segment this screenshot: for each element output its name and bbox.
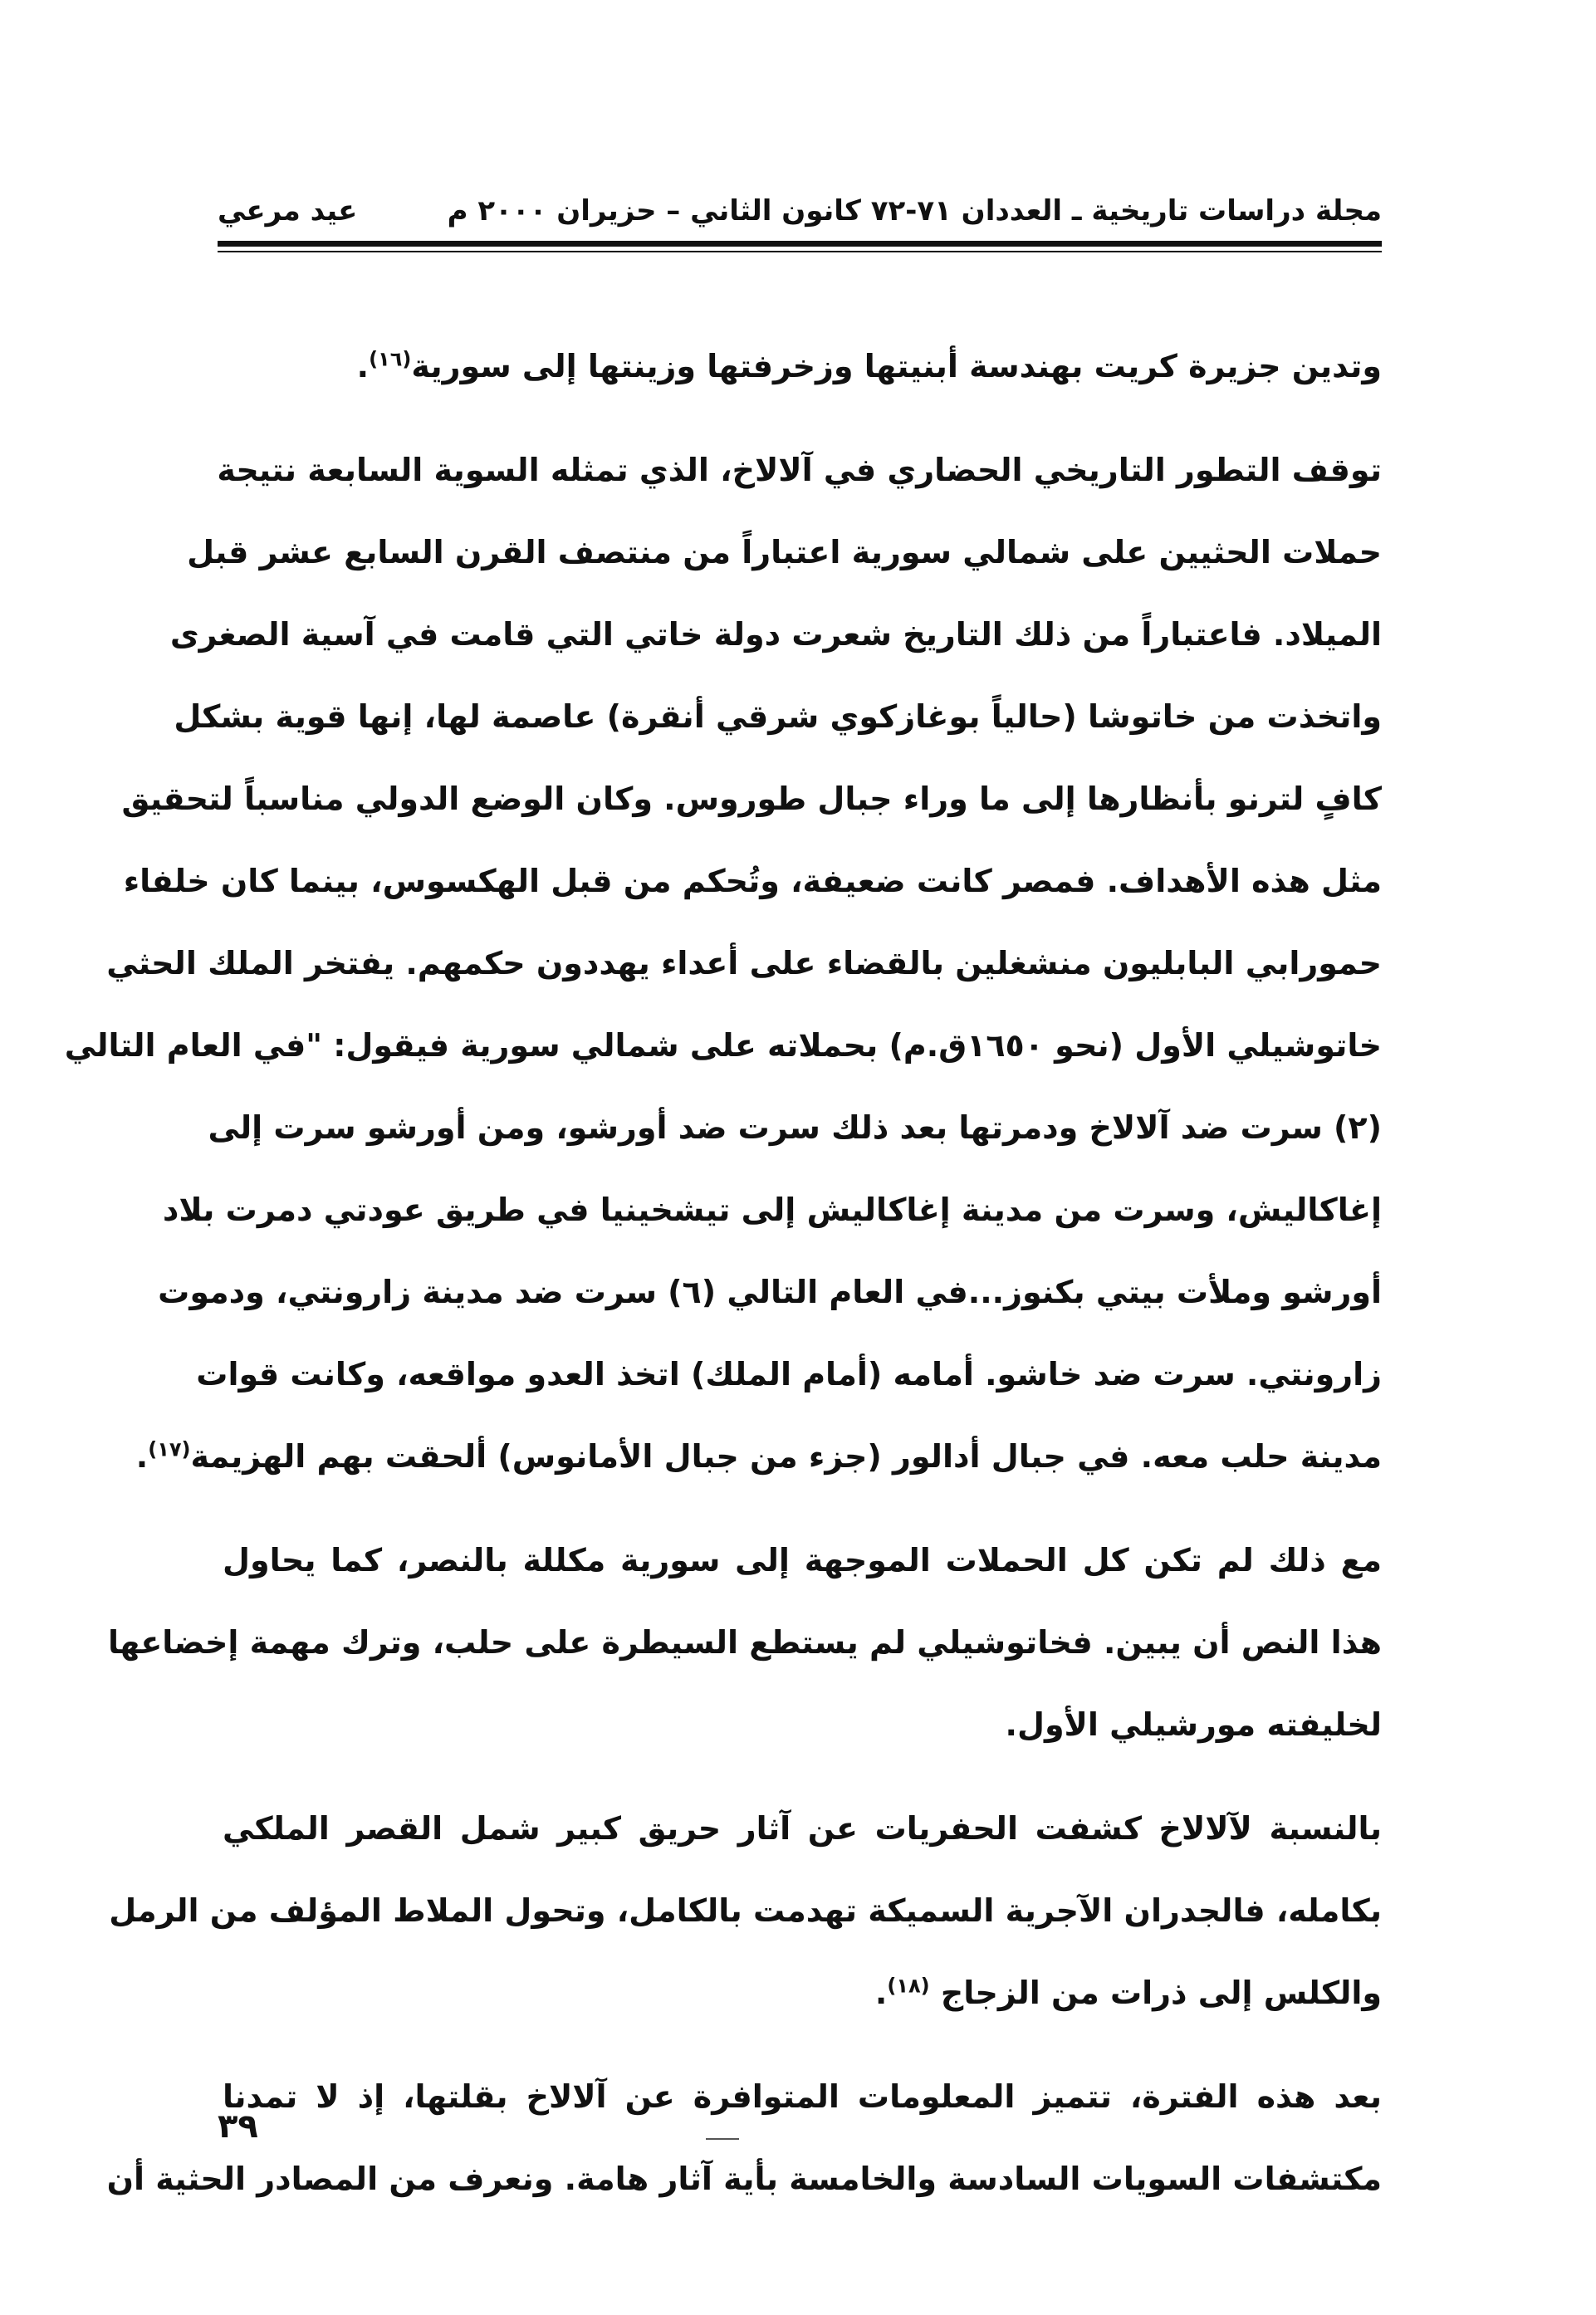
- footnote-ref: (١٧): [148, 1437, 191, 1461]
- text-line: الميلاد. فاعتباراً من ذلك التاريخ شعرت دولة خاتي التي قامت في آسية الصغرى: [169, 616, 1382, 653]
- footnote-ref: (١٦): [369, 347, 412, 371]
- line-text: والكلس إلى ذرات من الزجاج: [940, 1975, 1382, 2011]
- text-line: حملات الحثيين على شمالي سورية اعتباراً من منتصف القرن السابع عشر قبل: [187, 534, 1382, 570]
- text-line: أورشو وملأت بيتي بكنوز...في العام التالي (٦) سرت ضد مدينة زارونتي، ودموت: [158, 1274, 1382, 1310]
- text-line: [135, 1416, 1382, 1498]
- paragraph-2: [64, 429, 1382, 1498]
- bottom-mark: [706, 2138, 739, 2140]
- text-line: زارونتي. سرت ضد خاشو. أمامه (أمام الملك) اتخذ العدو مواقعه، وكانت قوات: [196, 1356, 1382, 1392]
- text-line: هذا النص أن يبين. فخاتوشيلي لم يستطع السيطرة على حلب، وترك مهمة إخضاعها: [107, 1624, 1382, 1661]
- paragraph-1: [223, 325, 1382, 408]
- text-line: توقف التطور التاريخي الحضاري في آلالاخ، الذي تمثله السوية السابعة نتيجة: [217, 452, 1382, 488]
- text-line: واتخذت من خاتوشا (حالياً بوغازكوي شرقي أنقرة) عاصمة لها، إنها قوية بشكل: [174, 698, 1382, 735]
- line-tail: .: [135, 1438, 149, 1475]
- paragraph-3: [107, 1520, 1382, 1766]
- paragraph-5: [106, 2056, 1382, 2220]
- text-line: لخليفته مورشيلي الأول.: [1005, 1706, 1382, 1743]
- text-line: [223, 325, 1382, 408]
- text-line: كافٍ لترنو بأنظارها إلى ما وراء جبال طوروس. وكان الوضع الدولي مناسباً لتحقيق: [121, 781, 1382, 817]
- line-tail: .: [874, 1975, 888, 2011]
- line-tail: .: [356, 348, 370, 384]
- journal-title: مجلة دراسات تاريخية ـ العددان ٧١-٧٢ كانون الثاني – حزيران ٢٠٠٠ م: [447, 194, 1382, 228]
- text-line: حمورابي البابليون منشغلين بالقضاء على أعداء يهددون حكمهم. يفتخر الملك الحثي: [106, 945, 1382, 981]
- text-line: مكتشفات السويات السادسة والخامسة بأية آثار هامة. ونعرف من المصادر الحثية أن: [106, 2161, 1382, 2197]
- text-line: (٢) سرت ضد آلالاخ ودمرتها بعد ذلك سرت ضد أورشو، ومن أورشو سرت إلى: [208, 1109, 1382, 1146]
- body-text: [64, 325, 1382, 2242]
- line-text: وتدين جزيرة كريت بهندسة أبنيتها وزخرفتها وزينتها إلى سورية: [411, 348, 1382, 384]
- header-rule-thick: [218, 241, 1382, 247]
- paragraph-4: [109, 1788, 1382, 2034]
- author-name: عيد مرعي: [218, 194, 358, 228]
- running-header: [218, 183, 1382, 241]
- text-line: مثل هذه الأهداف. فمصر كانت ضعيفة، وتُحكم من قبل الهكسوس، بينما كان خلفاء: [123, 863, 1382, 899]
- text-line: [223, 1952, 1382, 2034]
- footnote-ref: (١٨): [887, 1974, 930, 1998]
- line-text: مدينة حلب معه. في جبال أدالور (جزء من جبال الأمانوس) ألحقت بهم الهزيمة: [190, 1438, 1382, 1475]
- header-rule-thin: [218, 251, 1382, 252]
- text-line: مع ذلك لم تكن كل الحملات الموجهة إلى سورية مكللة بالنصر، كما يحاول: [223, 1542, 1382, 1578]
- text-line: إغاكاليش، وسرت من مدينة إغاكاليش إلى تيشخينيا في طريق عودتي دمرت بلاد: [162, 1192, 1382, 1228]
- text-line: بعد هذه الفترة، تتميز المعلومات المتوافرة عن آلالاخ بقلتها، إذ لا تمدنا: [223, 2078, 1382, 2115]
- page-number: ٣٩: [218, 2107, 258, 2146]
- text-line: بكامله، فالجدران الآجرية السميكة تهدمت بالكامل، وتحول الملاط المؤلف من الرمل: [109, 1892, 1382, 1929]
- text-line: خاتوشيلي الأول (نحو ١٦٥٠ق.م) بحملاته على شمالي سورية فيقول: "في العام التالي: [64, 1027, 1382, 1064]
- text-line: بالنسبة لآلالاخ كشفت الحفريات عن آثار حريق كبير شمل القصر الملكي: [223, 1810, 1382, 1847]
